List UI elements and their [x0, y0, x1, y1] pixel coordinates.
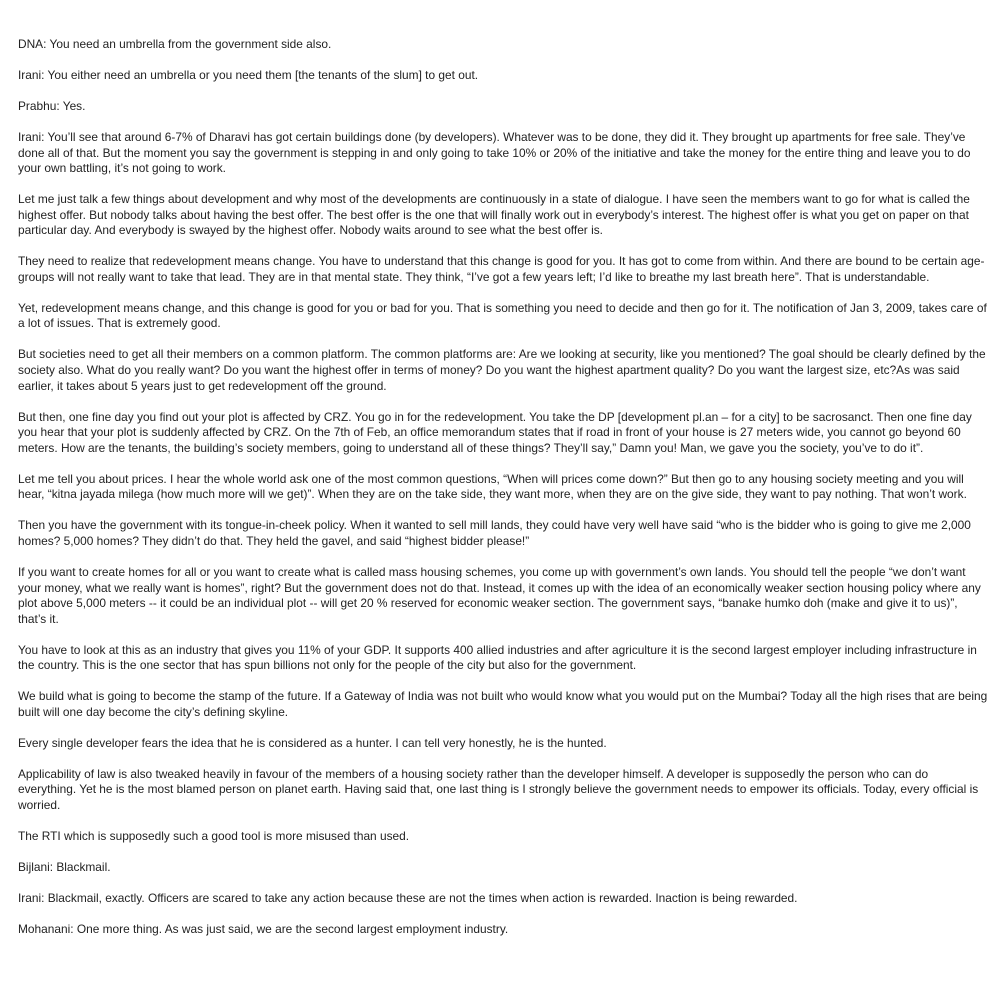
paragraph-bijlani-blackmail: Bijlani: Blackmail. — [18, 860, 111, 875]
paragraph-mohanani: Mohanani: One more thing. As was just said, we are the second largest employment industry. — [18, 921, 509, 936]
paragraph-mass-housing: If you want to create homes for all or you want to create what is called mass housing schemes, you come up with government’s own lands. You should tell the people “we don’t want your money, what we really want is homes”, right? But the government does not do that. Instead, it comes up with the idea of an economically weaker section housing policy where any plot above 5,000 meters -- it could be an individual plot -- will get 20 % reserved for economic weaker section. The government says, “banake humko doh (make and give it to us)”, that’s it. — [18, 564, 981, 626]
paragraph-irani-dharavi: Irani: You’ll see that around 6-7% of Dharavi has got certain buildings done (by developers). Whatever was to be done, they did it. They brought up apartments for free sale. They’ve done all of that. But the moment you say the government is stepping in and only going to take 10% or 20% of the initiative and take the money for the entire thing and leave you to do your own battling, it’s not going to work. — [18, 129, 971, 176]
transcript-document — [18, 37, 988, 953]
paragraph-dna-umbrella: DNA: You need an umbrella from the government side also. — [18, 37, 332, 51]
paragraph-applicability-law: Applicability of law is also tweaked heavily in favour of the members of a housing society rather than the developer himself. A developer is supposedly the person who can do everything. Yet he is the most blamed person on planet earth. Having said that, one last thing is I strongly believe the government needs to empower its officials. Today, every official is worried. — [18, 766, 979, 813]
paragraph-gdp: You have to look at this as an industry that gives you 11% of your GDP. It supports 400 allied industries and after agriculture it is the second largest employer including infrastructure in the country. This is the one sector that has spun billions not only for the people of the city but also for the government. — [18, 642, 977, 673]
paragraph-prices: Let me tell you about prices. I hear the whole world ask one of the most common questions, “When will prices come down?” But then go to any housing society meeting and you will hear, “kitna jayada milega (how much more will we get)”. When they are on the take side, they want more, when they are on the give side, they want to pay nothing. That won’t work. — [18, 471, 967, 502]
paragraph-gateway: We build what is going to become the stamp of the future. If a Gateway of India was not built who would know what you would put on the Mumbai? Today all the high rises that are being built will one day become the city’s defining skyline. — [18, 689, 988, 719]
paragraph-notification: Yet, redevelopment means change, and this change is good for you or bad for you. That is something you need to decide and then go for it. The notification of Jan 3, 2009, takes care of a lot of issues. That is extremely good. — [18, 300, 987, 331]
paragraph-irani-blackmail: Irani: Blackmail, exactly. Officers are scared to take any action because these are not the times when action is rewarded. Inaction is being rewarded. — [18, 891, 798, 905]
paragraph-highest-offer: Let me just talk a few things about development and why most of the developments are continuously in a state of dialogue. I have seen the members want to go for what is called the highest offer. But nobody talks about having the best offer. The best offer is the one that will finally work out in everybody’s interest. The highest offer is what you get on paper on that particular day. And everybody is swayed by the highest offer. Nobody waits around to see what the best offer is. — [18, 192, 970, 238]
paragraph-redevelopment-change: They need to realize that redevelopment means change. You have to understand that this change is good for you. It has got to come from within. And there are bound to be certain age-groups will not really want to take that lead. They are in that mental state. They think, “I’ve got a few years left; I’d like to breathe my last breath here”. That is understandable. — [18, 254, 985, 284]
paragraph-irani-umbrella: Irani: You either need an umbrella or you need them [the tenants of the slum] to get out. — [18, 67, 479, 82]
paragraph-crz: But then, one fine day you find out your plot is affected by CRZ. You go in for the redevelopment. You take the DP [development pl.an – for a city] to be sacrosanct. Then one fine day you hear that your plot is suddenly affected by CRZ. On the 7th of Feb, an office memorandum states that if road in front of your house is 27 meters wide, you cannot go beyond 60 meters. How are the tenants, the building’s society members, going to understand all of these things? They’ll say,” Damn you! Man, we gave you the society, you’ve to do it”. — [18, 409, 972, 455]
paragraph-common-platform: But societies need to get all their members on a common platform. The common platforms are: Are we looking at security, like you mentioned? The goal should be clearly defined by the society also. What do you really want? Do you want the highest offer in terms of money? Do you want the highest apartment quality? Do you want the largest size, etc?As was said earlier, it takes about 5 years just to get redevelopment off the ground. — [18, 347, 986, 393]
paragraph-hunter: Every single developer fears the idea that he is considered as a hunter. I can tell very honestly, he is the hunted. — [18, 735, 607, 750]
paragraph-rti: The RTI which is supposedly such a good tool is more misused than used. — [18, 829, 410, 844]
paragraph-prabhu-yes: Prabhu: Yes. — [18, 98, 86, 113]
paragraph-mill-lands: Then you have the government with its tongue-in-cheek policy. When it wanted to sell mill lands, they could have very well have said “who is the bidder who is going to give me 2,000 homes? 5,000 homes? They didn’t do that. They held the gavel, and said “highest bidder please!” — [18, 518, 971, 548]
